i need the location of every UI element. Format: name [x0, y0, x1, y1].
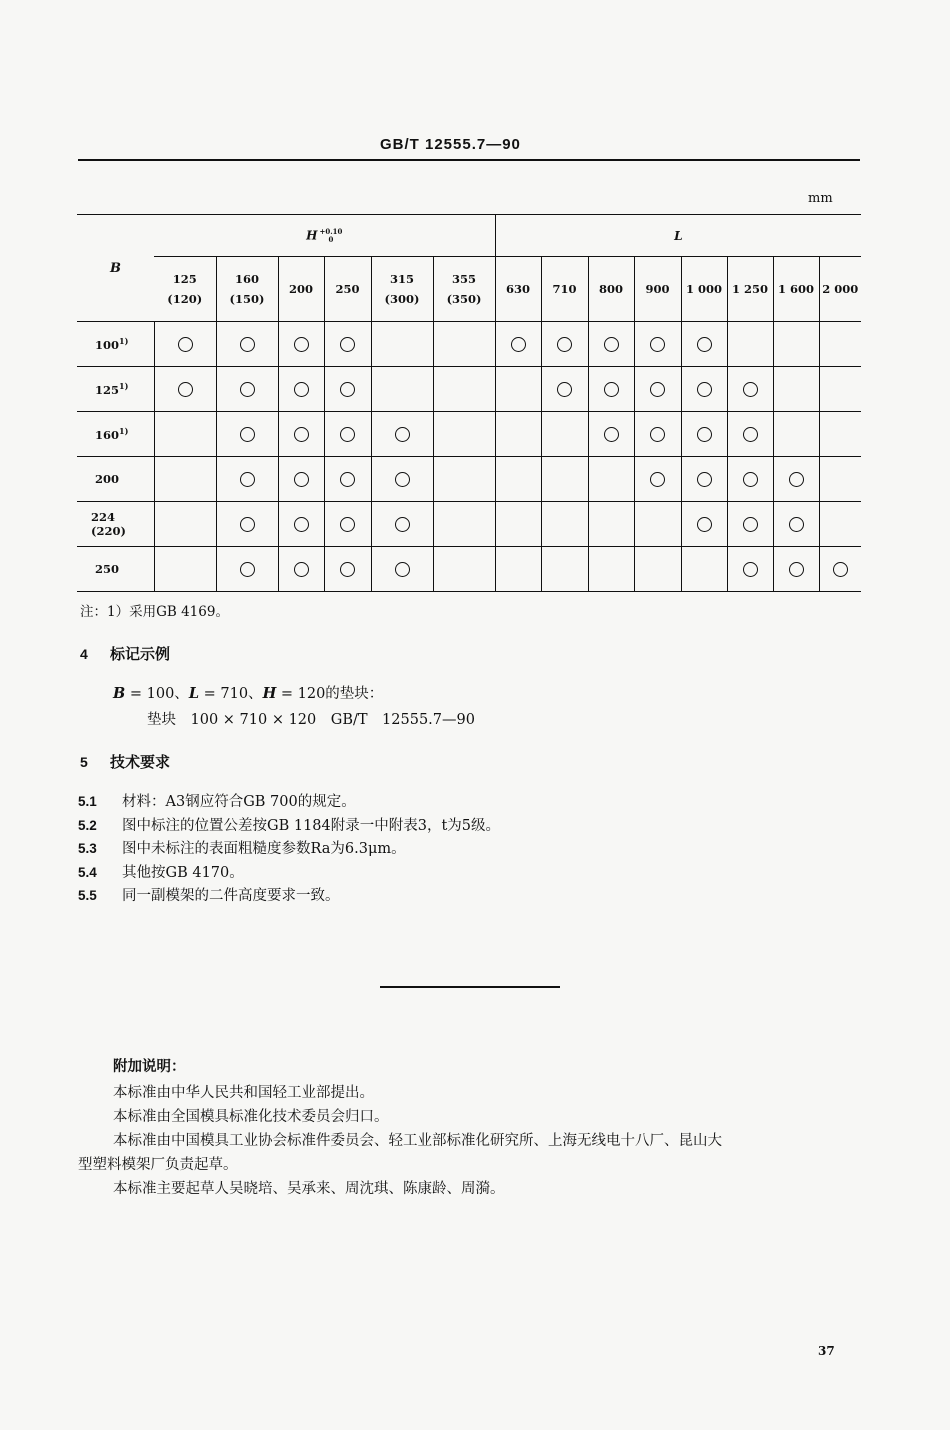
footnote-marker: 1) — [119, 381, 129, 392]
availability-cell — [216, 412, 278, 457]
h-tolerance-lower: 0 — [328, 234, 334, 244]
availability-cell — [634, 457, 681, 502]
availability-cell — [681, 457, 727, 502]
availability-cell — [634, 367, 681, 412]
availability-cell — [278, 457, 324, 502]
b-value-cell — [77, 367, 154, 412]
table-footnote: 注：1）采用GB 4169。 — [80, 604, 229, 620]
availability-cell — [681, 547, 727, 592]
availability-cell — [433, 367, 495, 412]
l-col-header: 1 600 — [773, 257, 819, 322]
available-circle-icon — [743, 382, 758, 397]
h-col-value: 315 — [389, 272, 414, 286]
requirement-text: 图中标注的位置公差按GB 1184附录一中附表3，t为5级。 — [122, 817, 501, 834]
available-circle-icon — [604, 382, 619, 397]
available-circle-icon — [340, 517, 355, 532]
b-value-cell — [77, 412, 154, 457]
available-circle-icon — [294, 517, 309, 532]
availability-cell — [324, 457, 371, 502]
availability-cell — [433, 322, 495, 367]
availability-cell — [541, 502, 588, 547]
availability-cell — [727, 412, 773, 457]
available-circle-icon — [294, 427, 309, 442]
requirements-list — [78, 792, 500, 910]
h-col-alt-value: (150) — [229, 292, 265, 306]
availability-cell — [588, 502, 634, 547]
available-circle-icon — [294, 382, 309, 397]
l-col-header: 1 000 — [681, 257, 727, 322]
h-col-header — [216, 257, 278, 322]
h-col-value: 250 — [335, 282, 360, 296]
available-circle-icon — [557, 337, 572, 352]
availability-cell — [681, 412, 727, 457]
availability-cell — [495, 412, 541, 457]
availability-cell — [371, 547, 433, 592]
requirement-item — [78, 816, 500, 840]
availability-cell — [324, 322, 371, 367]
available-circle-icon — [789, 562, 804, 577]
b-alt-value: (220) — [91, 524, 126, 538]
marking-example: 垫块 100 × 710 × 120 GB/T 12555.7—90 — [147, 712, 475, 728]
available-circle-icon — [697, 517, 712, 532]
availability-cell — [588, 412, 634, 457]
requirement-item — [78, 886, 500, 910]
availability-cell — [727, 457, 773, 502]
availability-cell — [727, 547, 773, 592]
b-column-header: B — [77, 215, 154, 322]
available-circle-icon — [395, 562, 410, 577]
table-row — [77, 457, 861, 502]
availability-cell — [495, 367, 541, 412]
requirement-number: 5.1 — [78, 794, 97, 809]
appendix-line: 本标准由中国模具工业协会标准件委员会、轻工业部标准化研究所、上海无线电十八厂、昆山大 — [113, 1133, 722, 1149]
availability-cell — [541, 367, 588, 412]
h-col-alt-value: (300) — [384, 292, 420, 306]
availability-cell — [495, 502, 541, 547]
availability-cell — [819, 322, 861, 367]
availability-cell — [324, 367, 371, 412]
appendix-line: 本标准主要起草人吴晓培、吴承来、周沈琪、陈康龄、周漪。 — [113, 1181, 505, 1197]
available-circle-icon — [178, 337, 193, 352]
availability-cell — [773, 457, 819, 502]
available-circle-icon — [340, 382, 355, 397]
l-col-header: 630 — [495, 257, 541, 322]
h-tolerance-upper: +0.10 — [319, 226, 343, 236]
h-col-value: 125 — [172, 272, 197, 286]
available-circle-icon — [511, 337, 526, 352]
table-row — [77, 367, 861, 412]
availability-cell — [324, 412, 371, 457]
dimension-table — [77, 214, 861, 592]
availability-cell — [433, 457, 495, 502]
table-row — [77, 412, 861, 457]
l-col-header: 2 000 — [819, 257, 861, 322]
availability-cell — [681, 322, 727, 367]
available-circle-icon — [240, 472, 255, 487]
separator-rule — [380, 986, 560, 988]
header-rule — [78, 159, 860, 161]
available-circle-icon — [697, 382, 712, 397]
available-circle-icon — [697, 427, 712, 442]
appendix-line: 型塑料模架厂负责起草。 — [78, 1157, 238, 1173]
available-circle-icon — [240, 517, 255, 532]
available-circle-icon — [650, 427, 665, 442]
available-circle-icon — [650, 337, 665, 352]
availability-cell — [773, 502, 819, 547]
available-circle-icon — [604, 427, 619, 442]
availability-cell — [371, 367, 433, 412]
availability-cell — [154, 502, 216, 547]
availability-cell — [634, 412, 681, 457]
availability-cell — [278, 502, 324, 547]
availability-cell — [495, 547, 541, 592]
available-circle-icon — [743, 517, 758, 532]
h-col-alt-value: (350) — [446, 292, 482, 306]
h-col-header — [324, 257, 371, 322]
availability-cell — [819, 367, 861, 412]
available-circle-icon — [833, 562, 848, 577]
h-col-header — [371, 257, 433, 322]
l-col-header: 900 — [634, 257, 681, 322]
requirement-item — [78, 839, 500, 863]
availability-cell — [773, 412, 819, 457]
availability-cell — [588, 367, 634, 412]
availability-cell — [541, 322, 588, 367]
table-row — [77, 502, 861, 547]
l-col-header: 1 250 — [727, 257, 773, 322]
requirement-number: 5.3 — [78, 841, 97, 856]
table-row — [77, 547, 861, 592]
l-col-header: 710 — [541, 257, 588, 322]
available-circle-icon — [650, 472, 665, 487]
availability-cell — [154, 322, 216, 367]
requirement-text: 图中未标注的表面粗糙度参数Ra为6.3μm。 — [122, 841, 406, 857]
l-group-header: L — [495, 215, 861, 257]
availability-cell — [588, 547, 634, 592]
b-value-cell — [77, 322, 154, 367]
appendix-line: 本标准由全国模具标准化技术委员会归口。 — [113, 1109, 389, 1125]
available-circle-icon — [697, 337, 712, 352]
availability-cell — [819, 547, 861, 592]
availability-cell — [681, 502, 727, 547]
available-circle-icon — [604, 337, 619, 352]
h-col-value: 355 — [452, 272, 477, 286]
availability-cell — [216, 547, 278, 592]
availability-cell — [216, 502, 278, 547]
availability-cell — [727, 322, 773, 367]
available-circle-icon — [294, 337, 309, 352]
b-value: 100 — [95, 337, 120, 352]
b-value: 224 — [91, 510, 116, 524]
b-value: 160 — [95, 427, 120, 442]
availability-cell — [588, 322, 634, 367]
availability-cell — [278, 322, 324, 367]
availability-cell — [371, 502, 433, 547]
b-value-cell — [77, 457, 154, 502]
available-circle-icon — [395, 517, 410, 532]
availability-cell — [634, 322, 681, 367]
h-col-header — [154, 257, 216, 322]
requirement-text: 材料：A3钢应符合GB 700的规定。 — [122, 794, 356, 810]
availability-cell — [588, 457, 634, 502]
available-circle-icon — [743, 472, 758, 487]
availability-cell — [634, 547, 681, 592]
availability-cell — [154, 367, 216, 412]
availability-cell — [278, 367, 324, 412]
availability-cell — [773, 322, 819, 367]
available-circle-icon — [557, 382, 572, 397]
available-circle-icon — [340, 562, 355, 577]
availability-cell — [324, 547, 371, 592]
requirement-text: 其他按GB 4170。 — [122, 864, 244, 881]
available-circle-icon — [789, 517, 804, 532]
availability-cell — [433, 547, 495, 592]
availability-cell — [819, 457, 861, 502]
availability-cell — [819, 412, 861, 457]
b-value-cell — [77, 502, 154, 547]
available-circle-icon — [395, 472, 410, 487]
availability-cell — [278, 412, 324, 457]
h-col-alt-value: (120) — [167, 292, 203, 306]
footnote-marker: 1) — [119, 426, 129, 437]
available-circle-icon — [240, 427, 255, 442]
availability-cell — [324, 502, 371, 547]
available-circle-icon — [294, 472, 309, 487]
availability-cell — [154, 412, 216, 457]
requirement-text: 同一副模架的二件高度要求一致。 — [122, 888, 340, 904]
available-circle-icon — [294, 562, 309, 577]
availability-cell — [433, 412, 495, 457]
availability-cell — [541, 457, 588, 502]
h-col-value: 200 — [288, 282, 313, 296]
section-5-heading: 5 技术要求 — [80, 753, 171, 771]
availability-cell — [371, 322, 433, 367]
footnote-marker: 1) — [119, 336, 129, 347]
availability-cell — [681, 367, 727, 412]
available-circle-icon — [240, 337, 255, 352]
available-circle-icon — [697, 472, 712, 487]
l-col-header: 800 — [588, 257, 634, 322]
requirement-item — [78, 792, 500, 816]
h-group-header: H +0.10 0 — [154, 215, 495, 257]
availability-cell — [773, 547, 819, 592]
b-value: 125 — [95, 382, 120, 397]
b-value-cell — [77, 547, 154, 592]
available-circle-icon — [743, 562, 758, 577]
available-circle-icon — [240, 382, 255, 397]
availability-cell — [819, 502, 861, 547]
availability-cell — [216, 322, 278, 367]
h-col-header — [278, 257, 324, 322]
available-circle-icon — [650, 382, 665, 397]
available-circle-icon — [743, 427, 758, 442]
available-circle-icon — [240, 562, 255, 577]
table-row — [77, 322, 861, 367]
available-circle-icon — [178, 382, 193, 397]
unit-label: mm — [808, 191, 833, 206]
availability-cell — [371, 412, 433, 457]
b-value: 200 — [95, 472, 120, 486]
document-header: GB/T 12555.7—90 — [380, 136, 521, 153]
b-value: 250 — [95, 562, 120, 576]
marking-example-condition: B = 100、L = 710、H = 120的垫块： — [113, 685, 384, 702]
requirement-number: 5.4 — [78, 864, 97, 880]
availability-cell — [727, 502, 773, 547]
available-circle-icon — [340, 427, 355, 442]
available-circle-icon — [340, 337, 355, 352]
requirement-number: 5.2 — [78, 817, 97, 833]
page-number: 37 — [818, 1344, 835, 1358]
requirement-number: 5.5 — [78, 888, 97, 903]
appendix-notes — [78, 1083, 868, 1203]
availability-cell — [278, 547, 324, 592]
appendix-title: 附加说明： — [113, 1058, 186, 1075]
availability-cell — [495, 322, 541, 367]
availability-cell — [216, 457, 278, 502]
availability-cell — [216, 367, 278, 412]
availability-cell — [541, 547, 588, 592]
section-4-heading: 4 标记示例 — [80, 645, 171, 663]
requirement-item — [78, 863, 500, 887]
available-circle-icon — [789, 472, 804, 487]
available-circle-icon — [395, 427, 410, 442]
availability-cell — [154, 547, 216, 592]
h-col-value: 160 — [234, 272, 259, 286]
available-circle-icon — [340, 472, 355, 487]
availability-cell — [371, 457, 433, 502]
availability-cell — [433, 502, 495, 547]
h-col-header — [433, 257, 495, 322]
appendix-line: 本标准由中华人民共和国轻工业部提出。 — [113, 1085, 374, 1101]
availability-cell — [541, 412, 588, 457]
availability-cell — [495, 457, 541, 502]
availability-cell — [727, 367, 773, 412]
availability-cell — [634, 502, 681, 547]
availability-cell — [154, 457, 216, 502]
availability-cell — [773, 367, 819, 412]
